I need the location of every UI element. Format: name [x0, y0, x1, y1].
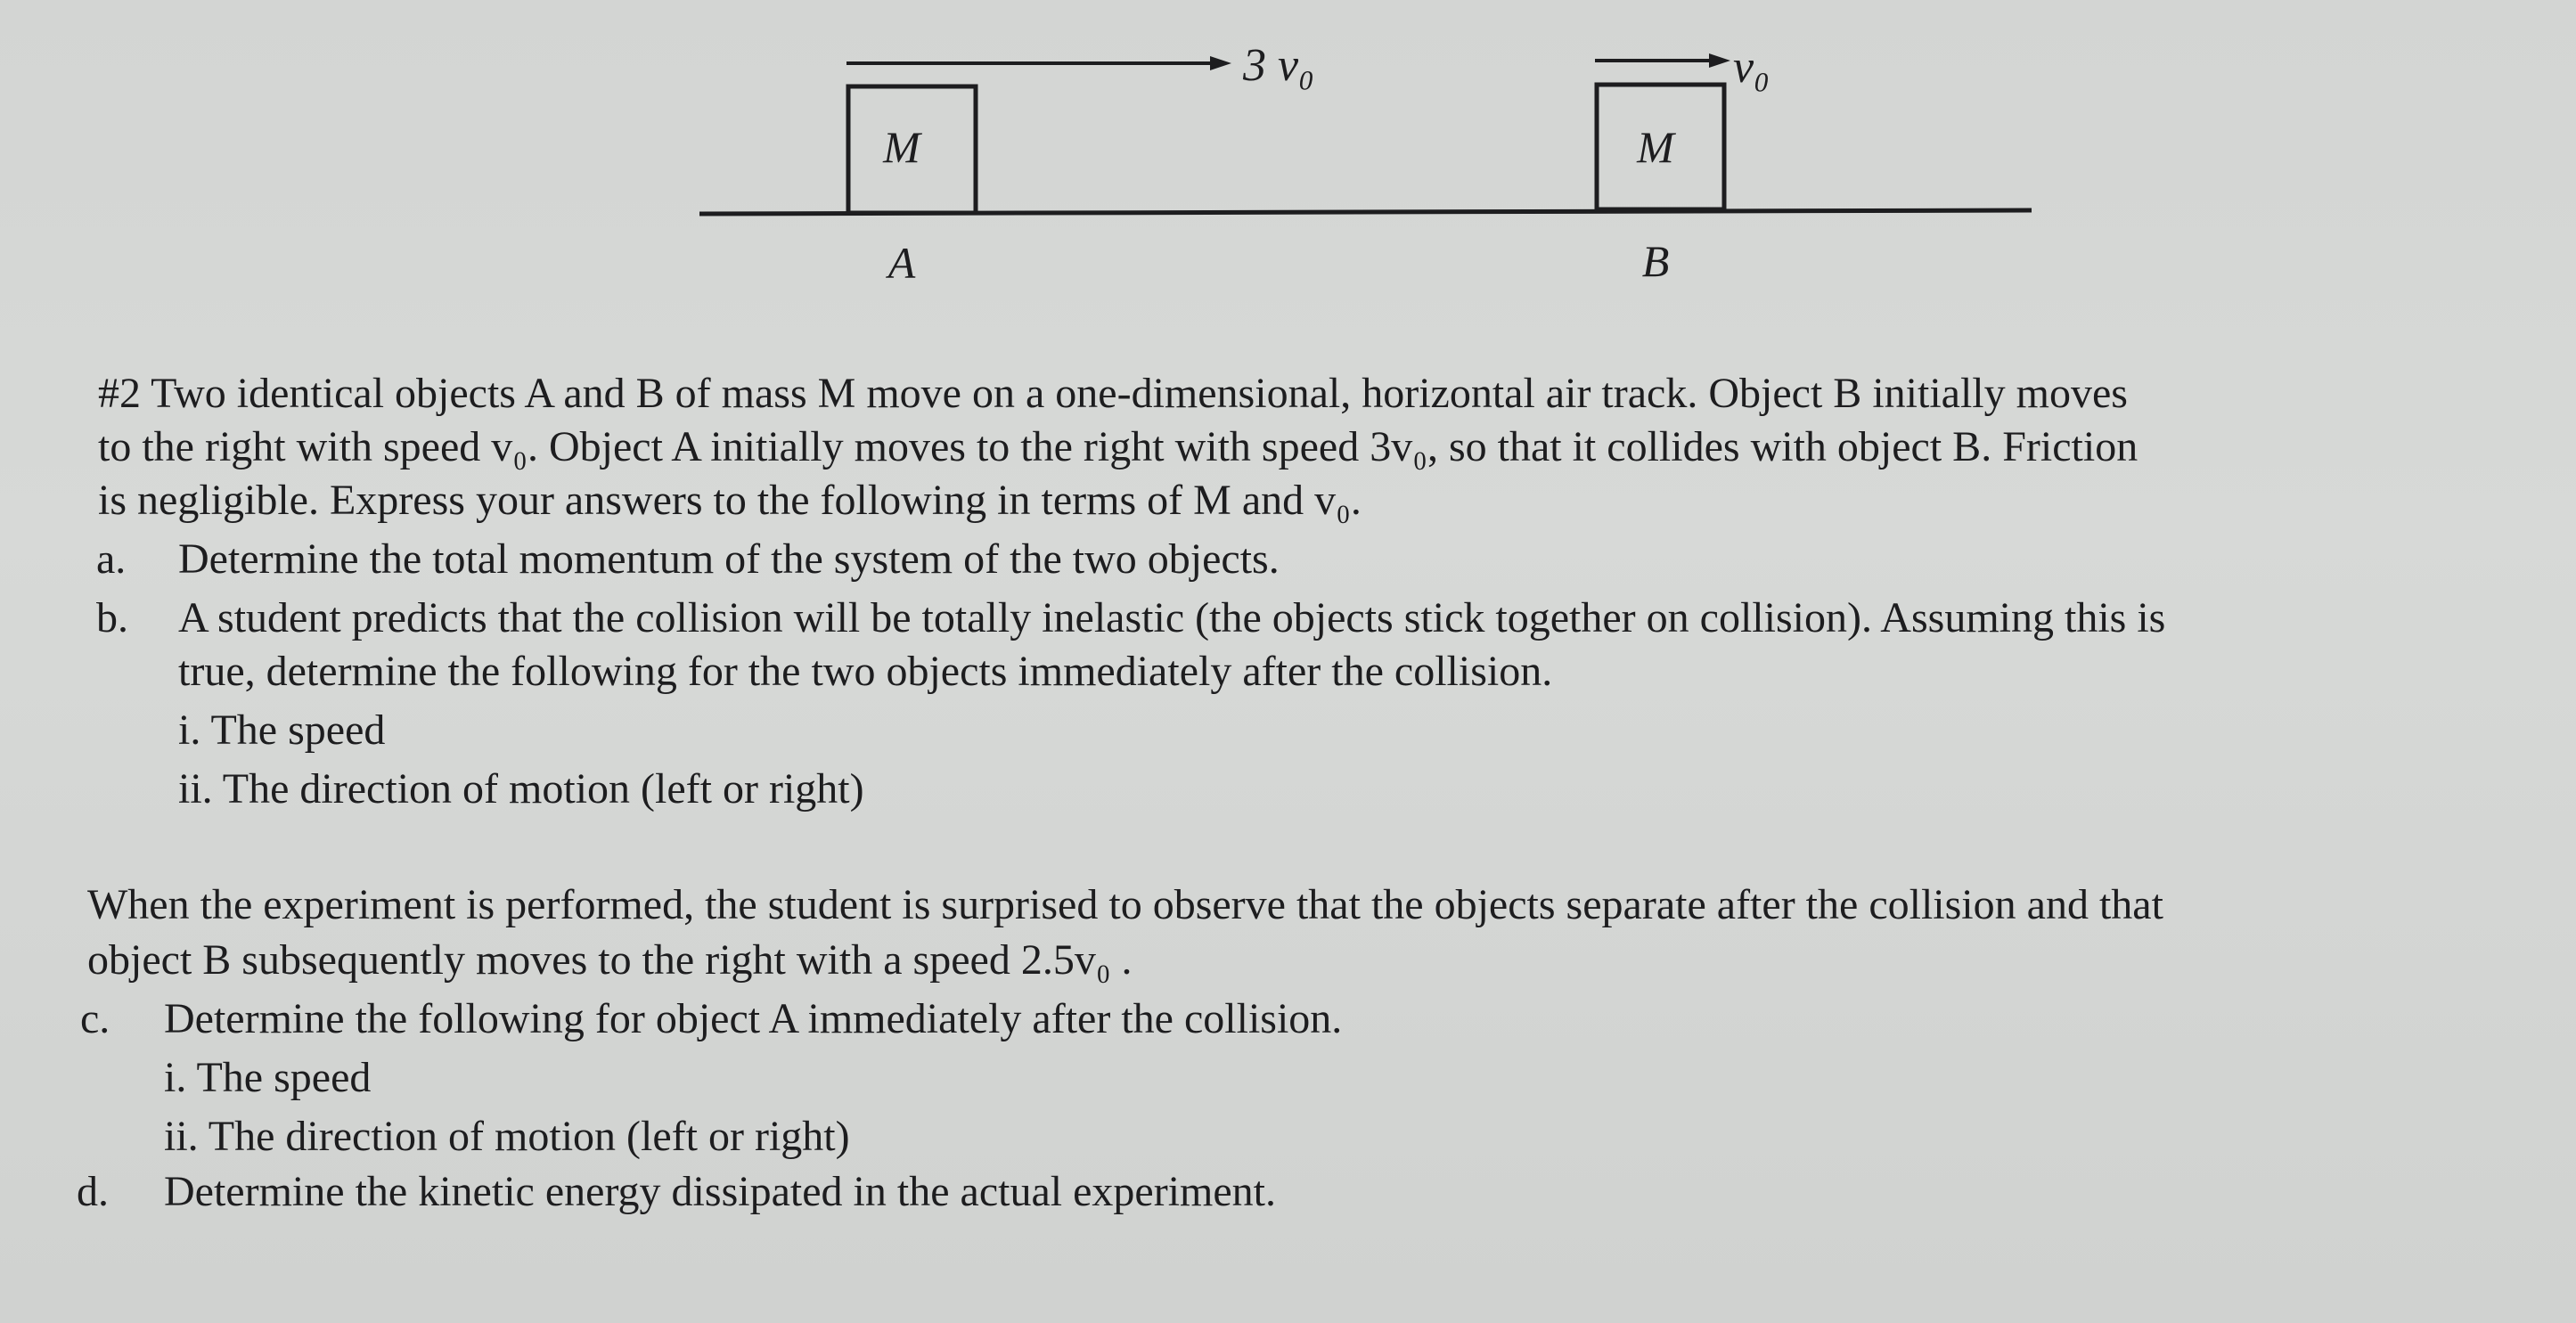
part-c-sub-i: i. The speed	[164, 1054, 372, 1101]
intro-line-3: is negligible. Express your answers to the following in terms of M and v₀.	[98, 477, 1362, 524]
block-a-mass-label: M	[883, 122, 920, 172]
block-b-mass-label: M	[1637, 122, 1674, 172]
part-b-sub-ii: ii. The direction of motion (left or right)	[178, 765, 864, 813]
arrow-a-label: 3 v₀	[1243, 40, 1315, 91]
part-b-text-line-1: A student predicts that the collision will be totally inelastic (the objects stick together on collision). Assuming this is	[178, 594, 2166, 641]
arrow-b-head	[1709, 53, 1730, 68]
part-c-sub-ii: ii. The direction of motion (left or right)	[164, 1113, 850, 1160]
part-b-text-line-2: true, determine the following for the two objects immediately after the collision.	[178, 648, 1553, 695]
block-b-name-label: B	[1641, 236, 1670, 286]
part-d-marker: d.	[77, 1168, 109, 1215]
arrow-a-head	[1210, 56, 1231, 70]
part-b-marker: b.	[96, 594, 128, 641]
block-a-name-label: A	[887, 238, 916, 288]
part-a-marker: a.	[96, 535, 127, 583]
collision-diagram	[0, 0, 2576, 321]
experiment-line-2: object B subsequently moves to the right with a speed 2.5v₀ .	[87, 936, 1133, 984]
intro-line-2: to the right with speed v₀. Object A initially moves to the right with speed 3v₀, so that it collides with object B. Friction	[98, 423, 2138, 470]
part-c-marker: c.	[80, 995, 110, 1042]
part-d-text: Determine the kinetic energy dissipated in the actual experiment.	[164, 1168, 1276, 1215]
intro-line-1: #2 Two identical objects A and B of mass M move on a one-dimensional, horizontal air track. Object B initially moves	[98, 370, 2128, 417]
experiment-line-1: When the experiment is performed, the student is surprised to observe that the objects separate after the collision and that	[87, 881, 2163, 928]
part-a-text: Determine the total momentum of the system of the two objects.	[178, 535, 1280, 583]
part-c-text: Determine the following for object A immediately after the collision.	[164, 995, 1343, 1042]
arrow-b-label: v₀	[1733, 42, 1770, 93]
part-b-sub-i: i. The speed	[178, 706, 386, 754]
